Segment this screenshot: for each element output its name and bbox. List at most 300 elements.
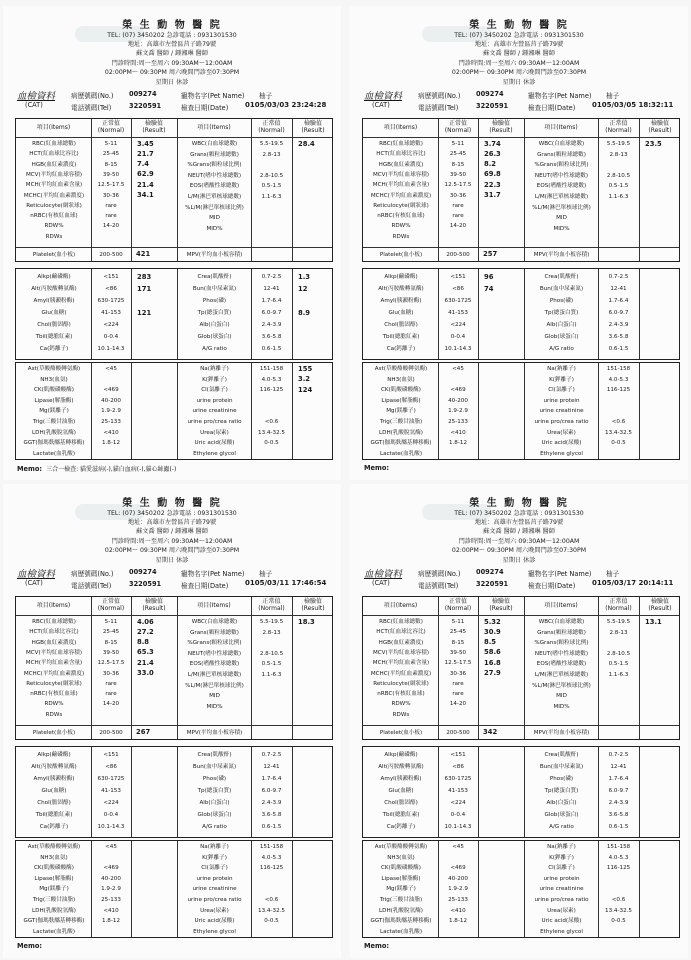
- test-item-name: Ast(草酸酪酸轉氨酶): [374, 366, 428, 372]
- memo-label: Memo:: [364, 464, 390, 472]
- test-normal-range: 12.5-17.5: [444, 182, 472, 189]
- test-result: 58.6: [484, 648, 501, 657]
- test-item-name: WBC(白血球總數): [538, 619, 585, 625]
- tel-value: 3220591: [476, 580, 509, 588]
- test-item-name: MCV(平均紅血球容積): [25, 171, 83, 178]
- test-item-name: Ca(鈣離子): [386, 346, 416, 352]
- test-item-name: Phos(磷): [549, 298, 574, 304]
- test-normal-range: <45: [105, 844, 117, 850]
- test-item-name: HGB(血紅素濃度): [378, 161, 424, 168]
- test-item-name: HCT(紅血球比容比): [29, 629, 79, 636]
- test-item-name: nRBC(有核紅血球): [377, 213, 425, 220]
- test-item-name: Tbil(總膽紅素): [382, 334, 420, 340]
- test-item-name: Grans(顆粒球總數): [190, 629, 239, 636]
- test-normal-range: 10.1-14.3: [97, 346, 125, 352]
- test-normal-range: <410: [450, 907, 466, 914]
- cbc-table: [362, 596, 680, 740]
- test-normal-range: 25-45: [102, 629, 120, 636]
- hospital-header: [350, 6, 688, 96]
- test-normal-range: 12.5-17.5: [97, 660, 125, 667]
- test-normal-range: 25-133: [101, 419, 121, 425]
- test-item-name: Ethylene glycol: [540, 928, 583, 935]
- cbc-table: [362, 118, 680, 262]
- test-item-name: Ca(鈣離子): [386, 824, 416, 830]
- test-item-name: HCT(紅血球比容比): [376, 151, 426, 158]
- test-item-name: Tp(總蛋白質): [197, 310, 232, 316]
- test-item-name: Mg(鎂離子): [386, 886, 416, 893]
- memo-label: Memo:: [364, 942, 390, 950]
- test-item-name: nRBC(有核紅血球): [30, 213, 78, 220]
- hospital-address: 地址：高雄市左營區莒子路79號: [474, 519, 564, 526]
- test-item-name: HCT(紅血球比容比): [29, 151, 79, 158]
- test-normal-range: 0.5-1.5: [261, 661, 282, 668]
- hospital-header: [350, 484, 688, 574]
- test-item-name: Cl(氯離子): [548, 387, 575, 394]
- test-normal-range: 8-15: [104, 639, 118, 646]
- test-item-name: Glu(血糖): [388, 310, 414, 316]
- test-normal-range: 5.5-19.5: [606, 141, 631, 147]
- test-item-name: Alkp(鹼磷酶): [37, 274, 71, 280]
- test-normal-range: 13.4-32.5: [258, 907, 285, 914]
- test-item-name: MCH(平均紅血素含量): [25, 660, 83, 667]
- test-item-name: Tbil(總膽紅素): [35, 334, 73, 340]
- test-normal-range: 4.0-5.3: [608, 376, 629, 383]
- hospital-hours-1: 門診時間:周一至周六 09:30AM～12:00AM: [458, 60, 580, 67]
- test-result: 13.1: [645, 617, 662, 626]
- test-item-name: urine creatinine: [539, 408, 584, 415]
- record-no-label: 病歷號碼(No.): [71, 92, 114, 100]
- test-normal-range: 0.6-1.5: [608, 824, 629, 830]
- test-item-name: L/M(淋巴單核球總數): [187, 194, 242, 200]
- test-item-name: Tp(總蛋白質): [544, 788, 579, 794]
- test-normal-range: 8-15: [104, 161, 118, 168]
- hospital-hours-2: 02:00PM～ 09:30PM 周六晚間門診至07:30PM: [104, 69, 240, 76]
- test-normal-range: 2.8-10.5: [259, 650, 284, 657]
- test-normal-range: 0-0.4: [450, 812, 466, 818]
- test-item-name: RDW%: [44, 223, 64, 230]
- test-normal-range: 1.7-6.4: [608, 776, 629, 782]
- test-item-name: Urea(尿素): [200, 907, 229, 914]
- test-item-name: NH3(血氨): [387, 376, 415, 383]
- tel-label: 電話號碼(Tel): [418, 582, 459, 590]
- test-normal-range: 14-20: [102, 223, 120, 230]
- test-item-name: Alb(白蛋白): [199, 800, 230, 806]
- col-header-result: 檢驗值 (Result): [301, 598, 325, 612]
- col-header-item: 項目(Items): [36, 602, 71, 609]
- date-label: 檢查日期(Date): [528, 582, 576, 590]
- test-item-name: Ca(鈣離子): [39, 824, 69, 830]
- test-item-name: Tp(總蛋白質): [544, 310, 579, 316]
- test-result: 31.7: [484, 191, 501, 199]
- test-normal-range: 39-50: [102, 171, 120, 178]
- test-normal-range: 25-133: [448, 419, 468, 425]
- platelet-label: Platelet(血小板): [379, 730, 423, 736]
- test-normal-range: 0.6-1.5: [261, 346, 282, 352]
- test-item-name: Chol(膽固醇): [37, 800, 71, 806]
- lab-report-sheet-2: [350, 6, 688, 480]
- test-item-name: Crea(肌酸酐): [544, 274, 579, 280]
- test-item-name: Alkp(鹼磷酶): [384, 752, 418, 758]
- test-normal-range: <86: [452, 286, 464, 292]
- test-item-name: Grans(顆粒球總數): [190, 151, 239, 158]
- test-item-name: RBC(紅血球總數): [32, 619, 76, 625]
- test-item-name: Glob(球蛋白): [197, 812, 232, 818]
- hospital-address: 地址：高雄市左營區莒子路79號: [474, 41, 564, 48]
- test-item-name: Phos(磷): [202, 776, 227, 782]
- test-result: 65.3: [137, 648, 154, 657]
- test-normal-range: 5-11: [104, 141, 118, 147]
- test-normal-range: 25-45: [449, 151, 467, 158]
- test-item-name: EOS(嗜酸性球總數): [189, 183, 240, 190]
- test-normal-range: 2.4-3.9: [608, 800, 629, 806]
- memo: [364, 942, 393, 950]
- test-item-name: CK(肌酸磷酸酶): [381, 387, 421, 394]
- test-normal-range: 6.0-9.7: [608, 788, 629, 794]
- test-item-name: urine pro/crea ratio: [187, 897, 242, 903]
- test-normal-range: 3.6-5.8: [608, 812, 629, 818]
- col-header-result: 檢驗值 (Result): [142, 598, 166, 612]
- memo: [17, 942, 46, 950]
- test-normal-range: 151-158: [606, 366, 631, 372]
- test-item-name: Mg(鎂離子): [39, 886, 69, 893]
- pet-name-label: 寵物名字(Pet Name): [528, 92, 592, 100]
- test-normal-range: 10.1-14.3: [444, 346, 472, 352]
- test-result: 30.9: [484, 627, 501, 636]
- test-result: 283: [137, 272, 152, 281]
- test-result: 121: [137, 308, 152, 317]
- test-result: 16.8: [484, 658, 501, 667]
- col-header-result: 檢驗值 (Result): [648, 598, 672, 612]
- test-item-name: Urea(尿素): [547, 429, 576, 436]
- test-normal-range: 12.5-17.5: [444, 660, 472, 667]
- test-normal-range: 0-0.4: [450, 334, 466, 340]
- test-item-name: nRBC(有核紅血球): [377, 691, 425, 698]
- memo: [364, 464, 393, 472]
- report-date: 0105/03/11 17:46:54: [245, 579, 327, 587]
- test-normal-range: 0-0.5: [264, 918, 279, 925]
- test-item-name: nRBC(有核紅血球): [30, 691, 78, 698]
- chemistry-table: [362, 268, 680, 360]
- test-normal-range: 40-200: [448, 397, 468, 404]
- test-normal-range: <86: [105, 764, 117, 770]
- test-item-name: MID: [556, 215, 567, 222]
- test-normal-range: 1.1-6.3: [608, 672, 629, 678]
- test-result: 27.9: [484, 669, 501, 677]
- test-item-name: Uric acid(尿酸): [541, 440, 582, 447]
- hospital-name: 榮 生 動 物 醫 院: [122, 20, 222, 31]
- test-normal-range: 151-158: [259, 844, 284, 850]
- test-normal-range: 41-153: [448, 310, 468, 316]
- test-item-name: urine pro/crea ratio: [534, 897, 589, 903]
- col-header-result: 檢驗值 (Result): [489, 598, 513, 612]
- test-normal-range: 0-0.5: [611, 440, 626, 447]
- test-normal-range: 2.4-3.9: [608, 322, 629, 328]
- test-item-name: Chol(膽固醇): [384, 800, 418, 806]
- test-normal-range: 39-50: [449, 649, 467, 656]
- hospital-address: 地址：高雄市左營區莒子路79號: [127, 519, 217, 526]
- test-item-name: urine protein: [543, 875, 580, 882]
- test-item-name: MCHC(平均紅血素濃度): [370, 670, 432, 677]
- test-normal-range: <86: [452, 764, 464, 770]
- tel-value: 3220591: [476, 102, 509, 110]
- test-normal-range: 41-153: [101, 310, 121, 316]
- test-item-name: %L/M(淋巴單核球比例): [532, 682, 591, 689]
- hospital-closed: 星期日 休診: [502, 557, 536, 564]
- test-item-name: LDH(乳酸脫氫酶): [32, 429, 76, 436]
- test-item-name: MCH(平均紅血素含量): [372, 660, 430, 667]
- test-result: 1.3: [298, 272, 311, 281]
- test-normal-range: 10.1-14.3: [97, 824, 125, 830]
- hospital-closed: 星期日 休診: [155, 557, 189, 564]
- test-item-name: MID: [209, 693, 220, 700]
- patient-info: [3, 566, 341, 594]
- test-normal-range: 3.6-5.8: [261, 812, 282, 818]
- test-result: 124: [298, 385, 313, 394]
- test-item-name: urine protein: [543, 397, 580, 404]
- electrolyte-table: [15, 840, 333, 938]
- test-item-name: Amyl(胰澱粉酶): [380, 298, 422, 304]
- test-item-name: A/G ratio: [202, 824, 227, 830]
- report-date: 0105/03/05 18:32:11: [592, 101, 674, 109]
- test-normal-range: 151-158: [259, 366, 284, 372]
- test-normal-range: <151: [450, 274, 466, 280]
- test-normal-range: <0.6: [611, 897, 626, 903]
- test-item-name: Trig(三酸甘油脂): [379, 419, 423, 425]
- test-item-name: Cl(氯離子): [201, 865, 228, 872]
- test-normal-range: 8-15: [451, 161, 465, 168]
- test-item-name: Glob(球蛋白): [544, 334, 579, 340]
- test-normal-range: 14-20: [449, 223, 467, 230]
- platelet-normal: 200-500: [99, 730, 123, 736]
- tel-label: 電話號碼(Tel): [71, 104, 112, 112]
- col-header-normal: 正常值 (Normal): [444, 598, 472, 612]
- test-normal-range: 41-153: [101, 788, 121, 794]
- test-item-name: NEUT(嗜中性球總數): [187, 172, 242, 179]
- test-result: 69.8: [484, 170, 501, 179]
- test-item-name: Ethylene glycol: [193, 450, 236, 457]
- test-normal-range: 13.4-32.5: [605, 907, 632, 914]
- test-normal-range: 4.0-5.3: [608, 854, 629, 861]
- test-normal-range: <469: [103, 865, 119, 872]
- mpv-label: MPV(平均血小板容積): [533, 730, 590, 736]
- test-normal-range: 6.0-9.7: [261, 310, 282, 316]
- test-normal-range: 39-50: [102, 649, 120, 656]
- test-normal-range: 2.4-3.9: [261, 322, 282, 328]
- hospital-phone: TEL: (07) 3450202 急診電話 : 0931301530: [107, 510, 237, 517]
- memo: [17, 464, 176, 473]
- test-item-name: %Grans(顆粒球比例): [534, 640, 589, 647]
- test-normal-range: 6.0-9.7: [261, 788, 282, 794]
- patient-info: [350, 566, 688, 594]
- test-normal-range: 25-133: [448, 897, 468, 903]
- test-item-name: %Grans(顆粒球比例): [187, 162, 242, 169]
- test-normal-range: 4.0-5.3: [261, 854, 282, 861]
- test-normal-range: 30-36: [449, 670, 467, 677]
- test-normal-range: <151: [103, 752, 119, 758]
- test-item-name: %Grans(顆粒球比例): [534, 162, 589, 169]
- pet-name-label: 寵物名字(Pet Name): [181, 570, 245, 578]
- tel-label: 電話號碼(Tel): [71, 582, 112, 590]
- chemistry-table: [15, 746, 333, 838]
- test-normal-range: 14-20: [102, 701, 120, 708]
- test-item-name: LDH(乳酸脫氫酶): [32, 907, 76, 914]
- report-date: 0105/03/03 23:24:28: [245, 101, 327, 109]
- col-header-result: 檢驗值 (Result): [489, 120, 513, 134]
- test-item-name: Na(鈉離子): [547, 366, 576, 372]
- test-item-name: LDH(乳酸脫氫酶): [379, 429, 423, 436]
- test-normal-range: 1.1-6.3: [261, 194, 282, 200]
- test-normal-range: 12-41: [263, 286, 280, 292]
- test-item-name: Uric acid(尿酸): [194, 918, 235, 925]
- test-item-name: Bun(血中尿素氮): [192, 286, 237, 292]
- record-no-value: 009274: [129, 568, 157, 576]
- tel-label: 電話號碼(Tel): [418, 104, 459, 112]
- record-no-label: 病歷號碼(No.): [71, 570, 114, 578]
- test-item-name: RDWs: [45, 711, 63, 718]
- chemistry-table: [362, 746, 680, 838]
- test-normal-range: <224: [450, 800, 466, 806]
- test-normal-range: 0.5-1.5: [608, 661, 629, 668]
- test-item-name: K(鉀離子): [202, 376, 227, 383]
- test-normal-range: 0.5-1.5: [608, 183, 629, 190]
- col-header-normal: 正常值 (Normal): [258, 598, 285, 612]
- test-normal-range: <0.6: [264, 897, 279, 903]
- lab-report-sheet-3: [3, 484, 341, 958]
- test-item-name: Lactate(血乳酸): [379, 928, 423, 935]
- test-item-name: MCV(平均紅血球容積): [372, 649, 430, 656]
- platelet-normal: 200-500: [446, 252, 470, 258]
- report-title: 血檢資料: [364, 91, 403, 102]
- test-normal-range: <0.6: [611, 419, 626, 425]
- hospital-name: 榮 生 動 物 醫 院: [122, 498, 222, 509]
- test-item-name: HGB(血紅素濃度): [31, 639, 77, 646]
- test-item-name: RDW%: [391, 701, 411, 708]
- test-item-name: Ast(草酸酪酸轉氨酶): [374, 844, 428, 850]
- test-normal-range: <224: [103, 322, 119, 328]
- test-result: 21.7: [137, 149, 154, 158]
- hospital-address: 地址：高雄市左營區莒子路79號: [127, 41, 217, 48]
- test-normal-range: 630-1725: [444, 298, 472, 304]
- test-normal-range: 5.5-19.5: [259, 141, 284, 147]
- test-item-name: Trig(三酸甘油脂): [32, 419, 76, 425]
- report-title: 血檢資料: [364, 569, 403, 580]
- test-item-name: NEUT(嗜中性球總數): [534, 172, 589, 179]
- hospital-hours-2: 02:00PM～ 09:30PM 周六晚間門診至07:30PM: [451, 547, 587, 554]
- test-item-name: GGT(伽瑪麩醯基轉移酶): [370, 918, 432, 925]
- test-item-name: K(鉀離子): [549, 854, 574, 861]
- test-item-name: Alt(丙胺酸轉氨酶): [31, 286, 77, 292]
- test-item-name: urine pro/crea ratio: [534, 419, 589, 425]
- test-result: 3.2: [298, 375, 311, 384]
- test-normal-range: <410: [450, 429, 466, 436]
- test-result: 3.74: [484, 139, 501, 148]
- col-header-item: 項目(Items): [36, 124, 71, 131]
- chemistry-table: [15, 268, 333, 360]
- test-item-name: MID: [556, 693, 567, 700]
- test-item-name: Lactate(血乳酸): [379, 450, 423, 457]
- platelet-label: Platelet(血小板): [379, 252, 423, 258]
- test-item-name: MID%: [206, 225, 223, 232]
- test-result: 171: [137, 284, 152, 293]
- test-item-name: RBC(紅血球總數): [32, 141, 76, 147]
- col-header-item: 項目(Items): [383, 602, 418, 609]
- record-no-value: 009274: [476, 568, 504, 576]
- test-normal-range: <45: [105, 366, 117, 372]
- test-item-name: Reticulocyte(網狀球): [26, 680, 82, 687]
- test-item-name: Trig(三酸甘油脂): [32, 897, 76, 903]
- col-header-item: 項目(Items): [544, 124, 578, 131]
- test-item-name: Ast(草酸酪酸轉氨酶): [27, 366, 81, 372]
- test-item-name: Reticulocyte(網狀球): [373, 680, 429, 687]
- cbc-table: [15, 596, 333, 740]
- test-normal-range: 1.7-6.4: [261, 776, 282, 782]
- platelet-normal: 200-500: [446, 730, 470, 736]
- test-item-name: A/G ratio: [549, 824, 574, 830]
- test-item-name: RDW%: [44, 701, 64, 708]
- test-normal-range: 1.8-12: [448, 918, 468, 925]
- test-normal-range: <0.6: [264, 419, 279, 425]
- test-item-name: CK(肌酸磷酸酶): [34, 387, 74, 394]
- species-label: (CAT): [25, 579, 43, 587]
- test-item-name: Tbil(總膽紅素): [382, 812, 420, 818]
- test-item-name: RDWs: [392, 711, 410, 718]
- test-item-name: Phos(磷): [202, 298, 227, 304]
- test-result: 8.5: [484, 638, 497, 647]
- test-item-name: urine protein: [196, 875, 233, 882]
- test-normal-range: 5.5-19.5: [259, 619, 284, 625]
- hospital-hours-2: 02:00PM～ 09:30PM 周六晚間門診至07:30PM: [104, 547, 240, 554]
- test-normal-range: <86: [105, 286, 117, 292]
- test-result: 28.4: [298, 139, 315, 148]
- test-item-name: Cl(氯離子): [201, 387, 228, 394]
- test-item-name: Amyl(胰澱粉酶): [380, 776, 422, 782]
- test-normal-range: 30-36: [102, 192, 120, 199]
- test-normal-range: 630-1725: [97, 298, 125, 304]
- hospital-phone: TEL: (07) 3450202 急診電話 : 0931301530: [107, 32, 237, 39]
- test-result: 34.1: [137, 191, 154, 199]
- report-title: 血檢資料: [17, 569, 56, 580]
- test-item-name: GGT(伽瑪麩醯基轉移酶): [23, 440, 85, 447]
- test-item-name: Glu(血糖): [41, 788, 67, 794]
- test-result: 23.5: [645, 139, 662, 148]
- test-normal-range: rare: [105, 691, 117, 698]
- col-header-normal: 正常值 (Normal): [444, 120, 472, 134]
- test-result: 12: [298, 284, 308, 293]
- test-normal-range: rare: [452, 680, 464, 687]
- col-header-normal: 正常值 (Normal): [605, 120, 632, 134]
- test-normal-range: 1.7-6.4: [261, 298, 282, 304]
- test-normal-range: 41-153: [448, 788, 468, 794]
- test-item-name: MCHC(平均紅血素濃度): [23, 670, 85, 677]
- test-item-name: Mg(鎂離子): [386, 408, 416, 415]
- test-item-name: urine creatinine: [192, 886, 237, 893]
- test-item-name: K(鉀離子): [202, 854, 227, 861]
- test-normal-range: 2.8-10.5: [606, 650, 631, 657]
- col-header-normal: 正常值 (Normal): [258, 120, 285, 134]
- test-normal-range: 2.4-3.9: [261, 800, 282, 806]
- test-normal-range: 1.9-2.9: [101, 886, 121, 893]
- test-item-name: Grans(顆粒球總數): [537, 629, 586, 636]
- test-result: 18.3: [298, 617, 315, 626]
- test-normal-range: 2.8-10.5: [259, 172, 284, 179]
- test-normal-range: <410: [103, 907, 119, 914]
- record-no-value: 009274: [129, 90, 157, 98]
- test-normal-range: 1.8-12: [448, 440, 468, 447]
- test-normal-range: <410: [103, 429, 119, 436]
- test-item-name: Ast(草酸酪酸轉氨酶): [27, 844, 81, 850]
- test-item-name: MCHC(平均紅血素濃度): [370, 192, 432, 199]
- test-result: 155: [298, 364, 313, 373]
